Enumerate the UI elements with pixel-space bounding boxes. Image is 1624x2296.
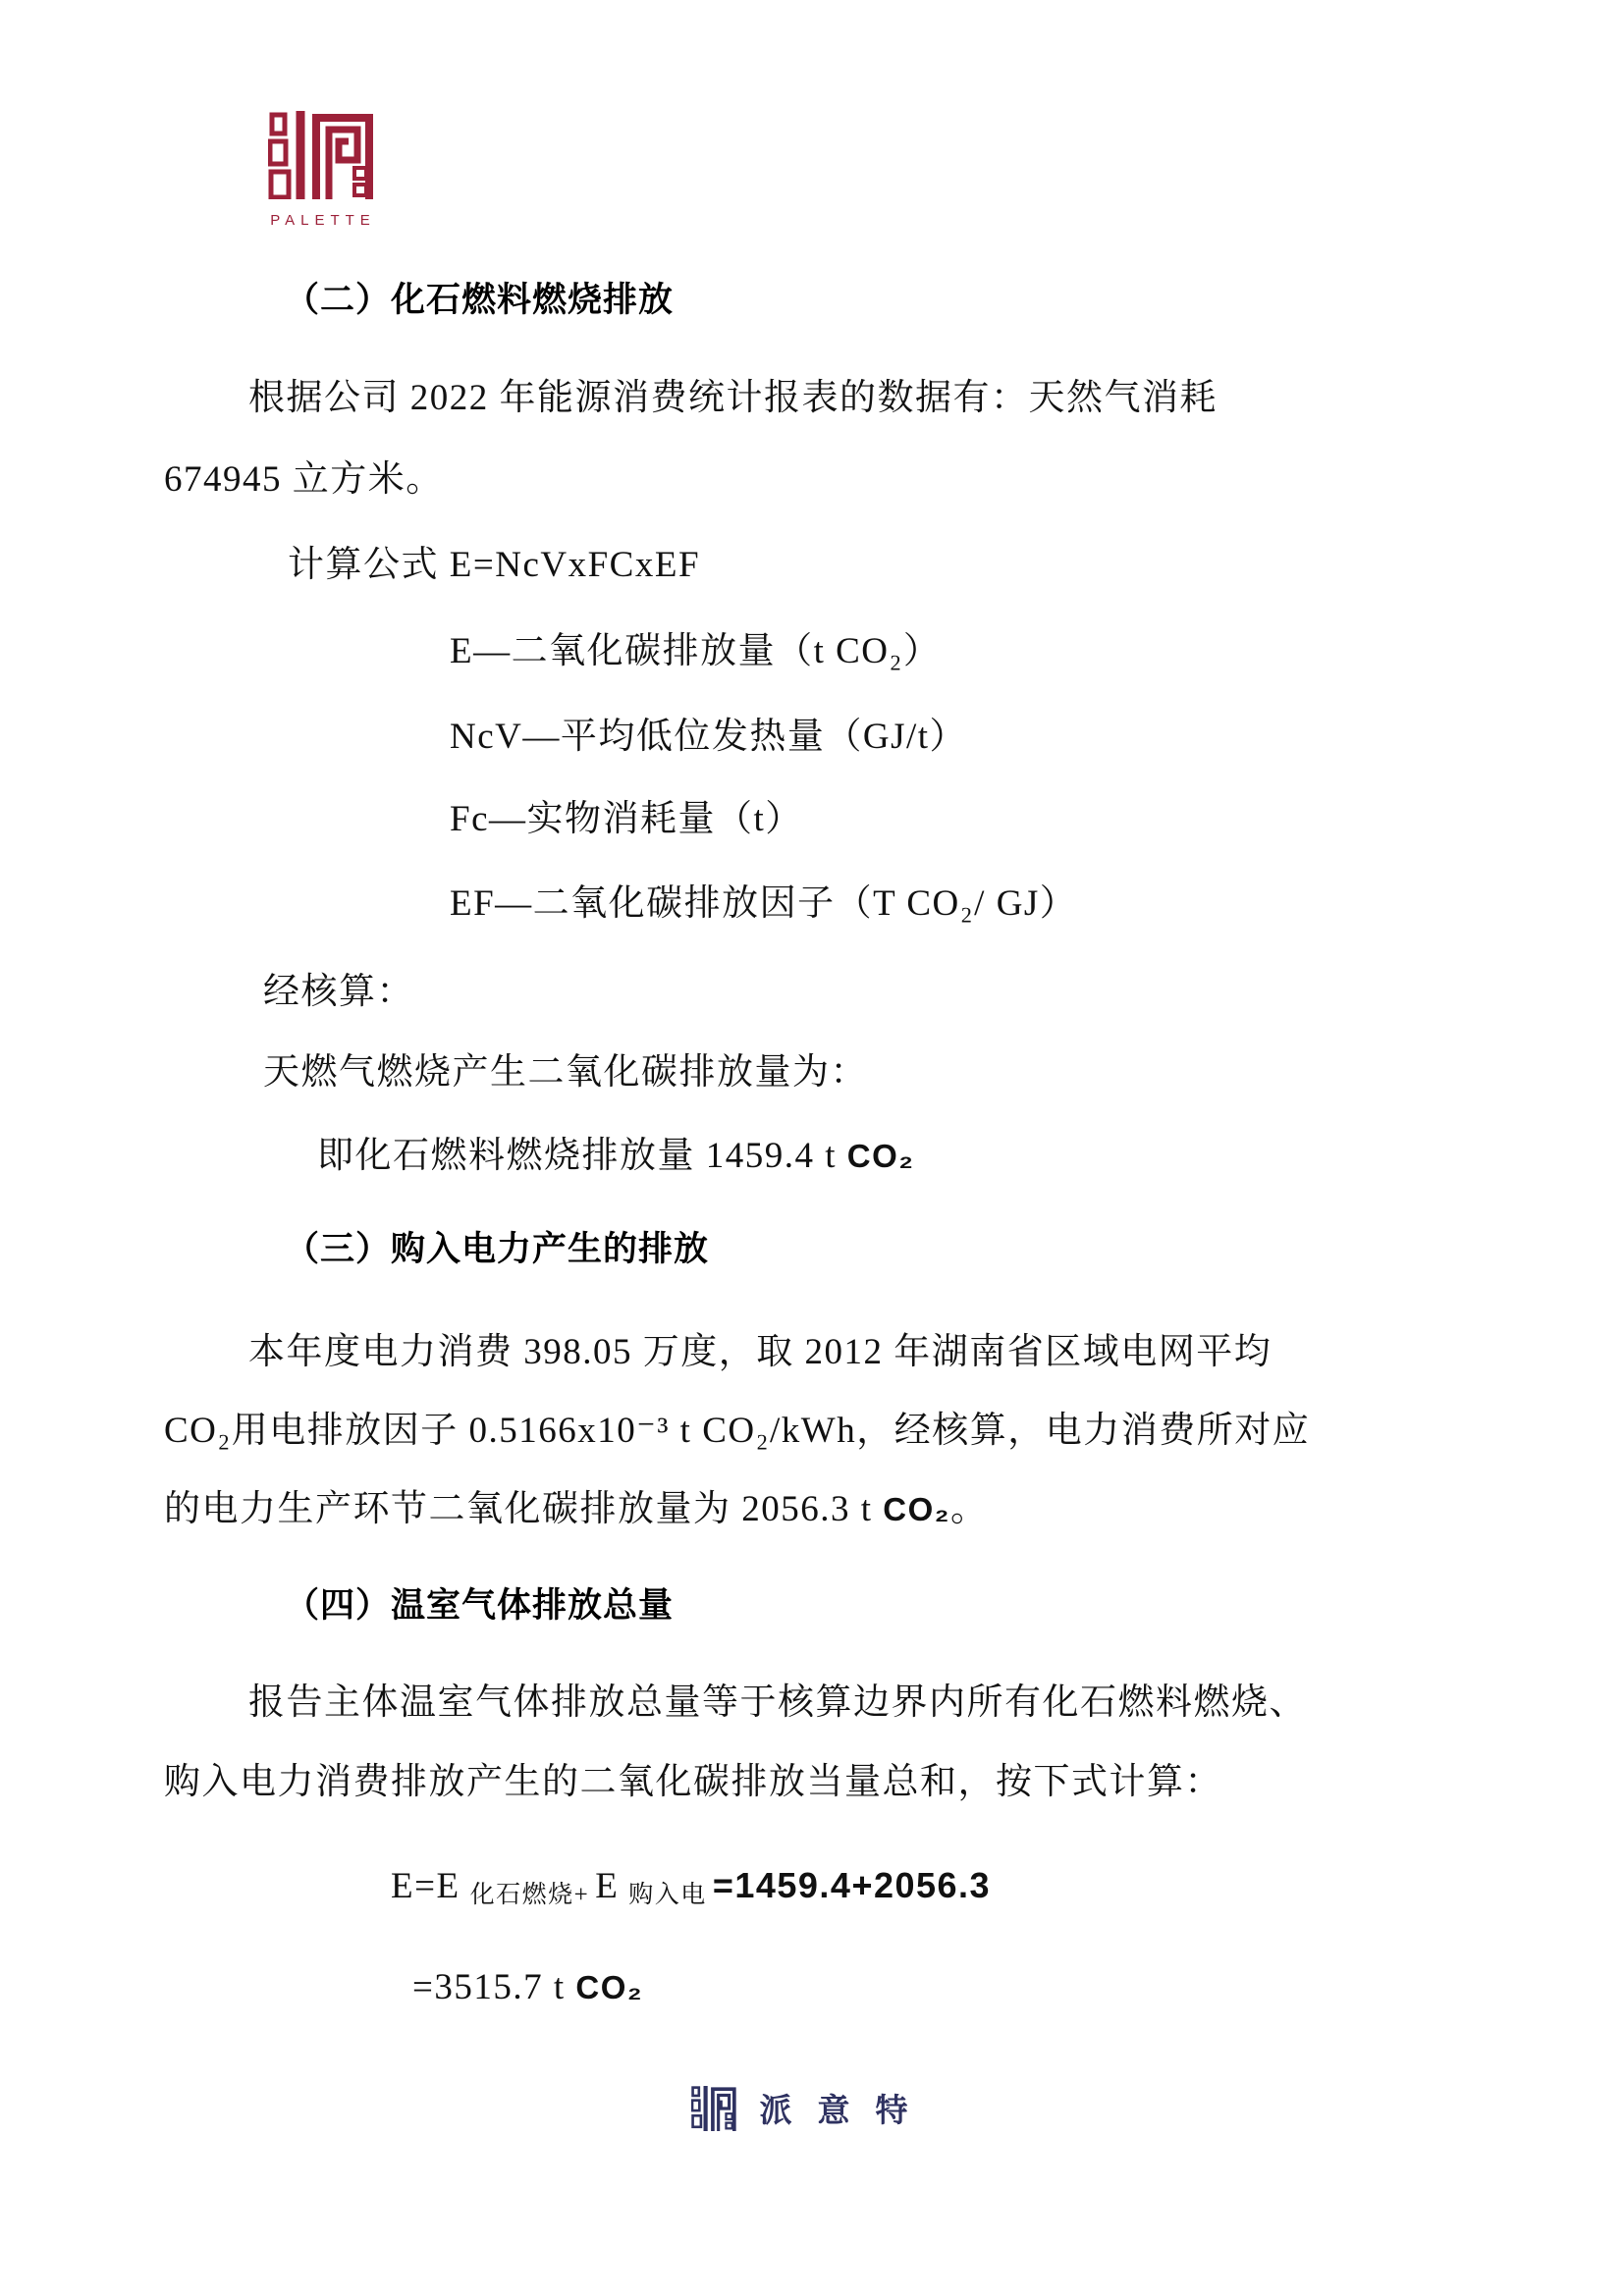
electricity-result-text: 的电力生产环节二氧化碳排放量为 2056.3 t xyxy=(164,1489,884,1529)
total-formula-sub-electricity: 购入电 xyxy=(628,1882,707,1908)
definition-ef: EF—二氧化碳排放因子（T CO₂/ GJ） xyxy=(450,883,1078,924)
after-accounting-label: 经核算： xyxy=(263,972,414,1012)
heading-fossil-fuel-emissions: （二）化石燃料燃烧排放 xyxy=(285,281,675,319)
electricity-para-line3 xyxy=(164,1487,988,1532)
fossil-emission-result-unit: CO₂ xyxy=(846,1138,915,1174)
total-formula-sub-fossil: 化石燃烧+ xyxy=(469,1882,590,1908)
palette-logo-text: PALETTE xyxy=(270,212,376,229)
total-formula-e: E=E xyxy=(391,1866,460,1906)
formula-intro: 计算公式 E=NcVxFCxEF xyxy=(288,545,701,585)
total-formula-e2: E xyxy=(595,1866,620,1906)
total-result-text: =3515.7 t xyxy=(412,1967,576,2007)
electricity-result-period: 。 xyxy=(949,1489,989,1529)
paiyite-logo-icon xyxy=(691,2086,738,2131)
gas-emission-statement: 天燃气燃烧产生二氧化碳排放量为： xyxy=(263,1052,868,1093)
footer-brand-row xyxy=(0,2085,1624,2131)
definition-ncv: NcV—平均低位发热量（GJ/t） xyxy=(450,717,968,757)
total-para-line2: 购入电力消费排放产生的二氧化碳排放当量总和，按下式计算： xyxy=(164,1762,1222,1802)
electricity-para-line2: CO₂用电排放因子 0.5166x10⁻³ t CO₂/kWh，经核算，电力消费所对应 xyxy=(164,1411,1311,1451)
para-gas-consumption-line2: 674945 立方米。 xyxy=(164,459,444,500)
fossil-emission-result-text: 即化石燃料燃烧排放量 1459.4 t xyxy=(317,1136,847,1176)
total-result xyxy=(412,1965,643,2010)
total-formula xyxy=(391,1863,991,1910)
electricity-para-line1: 本年度电力消费 398.05 万度，取 2012 年湖南省区域电网平均 xyxy=(248,1332,1272,1372)
heading-total-ghg: （四）温室气体排放总量 xyxy=(285,1586,675,1625)
fossil-emission-result xyxy=(317,1134,914,1179)
definition-fc: Fc—实物消耗量（t） xyxy=(450,799,803,839)
definition-e: E—二氧化碳排放量（t CO₂） xyxy=(450,631,942,671)
electricity-result-unit: CO₂ xyxy=(883,1491,950,1527)
palette-logo xyxy=(265,111,381,229)
footer-brand-text: 派意特 xyxy=(759,2092,934,2128)
total-formula-values: =1459.4+2056.3 xyxy=(712,1865,992,1905)
palette-logo-icon xyxy=(268,111,378,199)
para-gas-consumption-line1: 根据公司 2022 年能源消费统计报表的数据有：天然气消耗 xyxy=(248,378,1218,418)
total-para-line1: 报告主体温室气体排放总量等于核算边界内所有化石燃料燃烧、 xyxy=(248,1682,1307,1723)
heading-purchased-electricity: （三）购入电力产生的排放 xyxy=(285,1230,710,1268)
total-result-unit: CO₂ xyxy=(575,1969,644,2005)
